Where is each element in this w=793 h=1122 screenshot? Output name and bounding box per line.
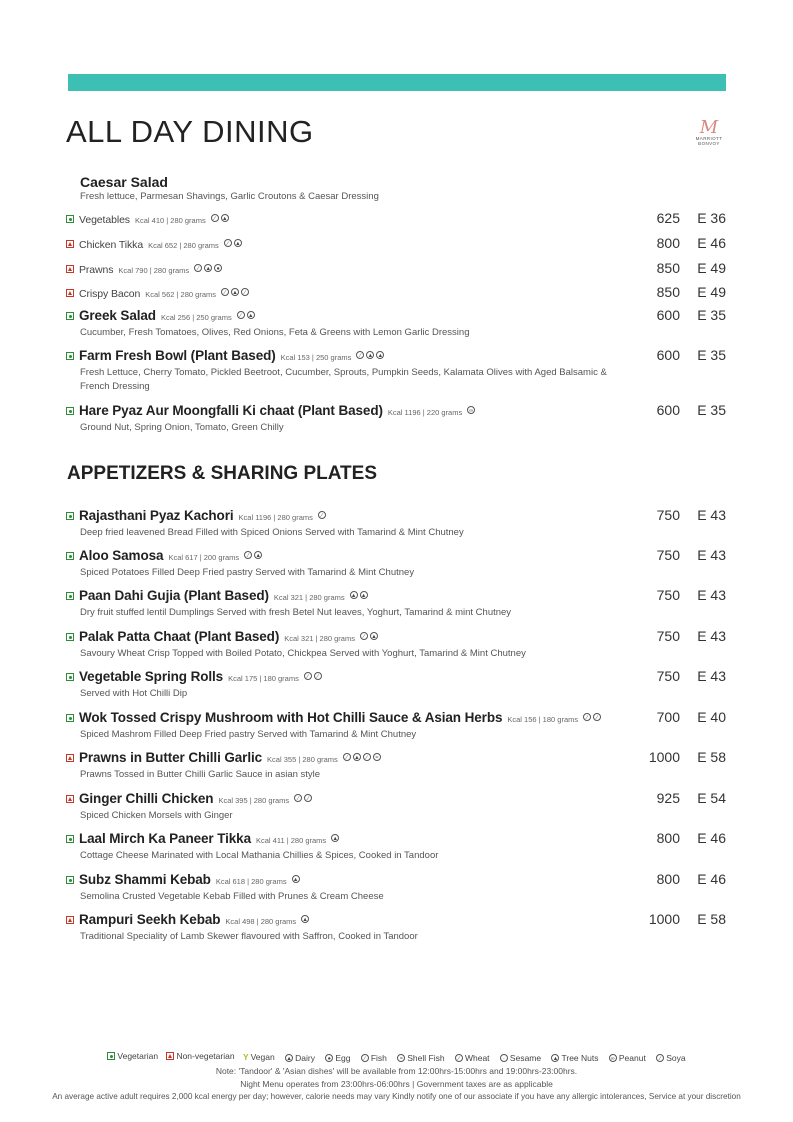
veg-icon [66,876,74,884]
price-euro: E 49 [697,284,726,300]
item-description: Ground Nut, Spring Onion, Tomato, Green Chilly [80,422,284,433]
price-euro: E 35 [697,307,726,323]
nonveg-icon [66,265,74,273]
price-euro: E 46 [697,871,726,887]
veg-icon [66,215,74,223]
price-local: 1000 [648,749,680,765]
wheat-icon: ∕ [455,1054,463,1062]
vegan-icon: Y [242,1052,249,1062]
allergen-icons [219,284,249,302]
allergen-icons [302,668,322,686]
veg-icon [66,633,74,641]
allergen-icons [329,830,339,848]
item-kcal: Kcal 153 | 250 grams [280,353,352,362]
item-prices [640,830,726,846]
dairy-icon: ▲ [292,876,299,883]
item-prices [640,235,726,251]
note-calorie-disclaimer: An average active adult requires 2,000 kcal energy per day; however, calorie needs may vary Kindly notify one of our associate if you have any allergic intolerances, Service at your discretion [52,1092,741,1101]
item-name: Aloo Samosa [79,548,164,563]
wheat-icon: ∕ [360,632,368,640]
price-local: 750 [656,587,680,603]
wheat-icon: ∕ [237,311,245,319]
item-description: Served with Hot Chilli Dip [80,688,188,699]
item-prices [640,260,726,276]
veg-icon [66,835,74,843]
allergen-icons [341,749,381,767]
price-local: 625 [656,210,680,226]
item-name: Laal Mirch Ka Paneer Tikka [79,831,251,846]
price-euro: E 49 [697,260,726,276]
dairy-icon: ▲ [332,835,338,842]
wheat-icon: ∕ [356,351,364,359]
allergen-icons [299,911,309,929]
dairy-icon: ▲ [232,289,238,296]
item-prices [640,210,726,226]
item-name: Farm Fresh Bowl (Plant Based) [79,348,276,363]
item-prices [640,347,726,363]
item-description: Fresh Lettuce, Cherry Tomato, Pickled Beetroot, Cucumber, Sprouts, Pumpkin Seeds, Kalamata Olives with Aged Balsamic & French Dressing [80,367,607,392]
price-local: 850 [656,260,680,276]
price-local: 1000 [648,911,680,927]
allergen-icons [581,709,601,727]
legend-egg: ● Egg [323,1053,350,1063]
price-local: 800 [656,830,680,846]
soya-icon: ∕ [593,713,601,721]
fish-icon: ∕ [361,1054,369,1062]
egg-icon: ● [325,1054,333,1062]
page-title: ALL DAY DINING [66,114,314,149]
menu-item [66,507,726,540]
wheat-icon: ∕ [343,753,351,761]
legend-vegan: Y Vegan [242,1052,275,1062]
dairy-icon: ▲ [354,754,360,761]
item-description: Prawns Tossed in Butter Chilli Garlic Sauce in asian style [80,769,321,780]
item-description: Savoury Wheat Crisp Topped with Boiled Potato, Chickpea Served with Yoghurt, Tamarind & Mint Chutney [80,648,526,659]
dairy-icon: ▲ [350,592,357,599]
nonveg-icon [66,754,74,762]
item-prices [640,284,726,300]
nonveg-icon [66,240,74,248]
allergen-icons [235,307,255,325]
item-name: Palak Patta Chaat (Plant Based) [79,629,280,644]
price-local: 700 [656,709,680,725]
peanut-icon: ∞ [467,406,475,414]
dairy-icon: ▲ [247,312,254,319]
item-prices [640,749,726,765]
legend-peanut: ∞ Peanut [607,1053,646,1063]
price-local: 600 [656,402,680,418]
legend-vegetarian: Vegetarian [107,1051,158,1061]
wheat-icon: ∕ [318,511,326,519]
item-kcal: Kcal 156 | 180 grams [507,715,579,724]
item-name: Ginger Chilli Chicken [79,791,214,806]
soya-icon: ∕ [363,753,371,761]
price-euro: E 58 [697,911,726,927]
item-name: Prawns in Butter Chilli Garlic [79,750,263,765]
menu-item [66,911,726,944]
price-euro: E 43 [697,507,726,523]
item-prices [640,871,726,887]
price-euro: E 43 [697,547,726,563]
wheat-icon: ∕ [304,672,312,680]
item-kcal: Kcal 175 | 180 grams [228,674,299,683]
nonveg-icon [166,1052,174,1060]
wheat-icon: ∕ [583,713,591,721]
legend-wheat: ∕ Wheat [453,1053,490,1063]
item-kcal: Kcal 256 | 250 grams [160,313,232,322]
veg-icon [66,714,74,722]
wheat-icon: ∕ [294,794,302,802]
dairy-icon: ▲ [286,1056,292,1062]
legend-nonveg: Non-vegetarian [166,1051,234,1061]
item-description: Semolina Crusted Vegetable Kebab Filled with Prunes & Cream Cheese [80,891,384,902]
allergen-icons [242,547,262,565]
price-euro: E 43 [697,668,726,684]
allergen-icons [222,235,242,253]
item-prices [640,709,726,725]
item-kcal: Kcal 1196 | 220 grams [387,408,463,417]
item-name: Vegetables [79,214,130,226]
price-local: 750 [656,507,680,523]
item-name: Crispy Bacon [79,288,141,300]
item-kcal: Kcal 410 | 280 grams [134,216,206,225]
section-title-appetizers: APPETIZERS & SHARING PLATES [67,463,378,484]
legend-dairy: ▲ Dairy [286,1053,315,1063]
menu-item [66,668,726,701]
item-prices [640,547,726,563]
allergen-icons [358,628,378,646]
allergen-icons [316,507,326,525]
item-description: Spiced Chicken Morsels with Ginger [80,810,233,821]
veg-icon [66,352,74,360]
item-description: Fresh lettuce, Parmesan Shavings, Garlic Croutons & Caesar Dressing [80,191,379,202]
allergen-icons [292,790,312,808]
price-euro: E 58 [697,749,726,765]
menu-item [66,587,726,620]
item-description: Cucumber, Fresh Tomatoes, Olives, Red Onions, Feta & Greens with Lemon Garlic Dressing [80,327,470,338]
brand-logo-mark: M [699,117,719,138]
dairy-icon: ▲ [221,215,228,222]
fish-icon: ∕ [241,288,249,296]
legend-sesame: · Sesame [498,1053,541,1063]
price-euro: E 35 [697,402,726,418]
price-euro: E 36 [697,210,726,226]
price-euro: E 35 [697,347,726,363]
item-description: Spiced Potatoes Filled Deep Fried pastry Served with Tamarind & Mint Chutney [80,567,415,578]
item-name: Wok Tossed Crispy Mushroom with Hot Chilli Sauce & Asian Herbs [79,710,503,725]
legend-treenuts: ▲ Tree Nuts [552,1053,599,1063]
item-prices [640,628,726,644]
item-description: Deep fried leavened Bread Filled with Spiced Onions Served with Tamarind & Mint Chutney [80,527,464,538]
dairy-icon: ▲ [205,265,211,272]
legend-shellfish: ≈ Shell Fish [395,1053,444,1063]
item-description: Spiced Mashrom Filled Deep Fried pastry Served with Tamarind & Mint Chutney [80,729,417,740]
wheat-icon: ∕ [244,551,252,559]
veg-icon [107,1052,115,1060]
menu-item [66,284,726,302]
item-name: Chicken Tikka [79,239,144,251]
header-accent-bar [68,74,726,91]
tree-nuts-icon: ▲ [552,1056,559,1062]
allergen-icons [348,587,368,605]
price-euro: E 43 [697,587,726,603]
item-name: Rampuri Seekh Kebab [79,912,221,927]
wheat-icon: ∕ [211,214,219,222]
item-prices [640,911,726,927]
peanut-icon: ∞ [609,1054,617,1062]
price-local: 600 [656,347,680,363]
shellfish-icon: ≈ [397,1054,405,1062]
item-prices [640,507,726,523]
allergen-icons [209,210,229,228]
price-local: 750 [656,547,680,563]
price-euro: E 40 [697,709,726,725]
note-night-menu: Night Menu operates from 23:00hrs-06:00hrs | Government taxes are as applicable [240,1079,553,1089]
item-description: Cottage Cheese Marinated with Local Mathania Chillies & Spices, Cooked in Tandoor [80,850,439,861]
veg-icon [66,592,74,600]
item-description: Traditional Speciality of Lamb Skewer flavoured with Saffron, Cooked in Tandoor [80,931,418,942]
item-name: Paan Dahi Gujia (Plant Based) [79,588,269,603]
menu-item [66,347,726,394]
price-local: 850 [656,284,680,300]
item-kcal: Kcal 1196 | 280 grams [238,513,313,522]
allergen-icons [465,402,475,420]
item-prices [640,402,726,418]
treenuts-icon: ▲ [377,352,384,359]
allergen-icons [354,347,384,365]
item-kcal: Kcal 498 | 280 grams [225,917,297,926]
item-prices [640,307,726,323]
veg-icon [66,673,74,681]
note-tandoor-hours: Note: 'Tandoor' & 'Asian dishes' will be available from 12:00hrs-15:00hrs and 19:00hrs-23:00hrs. [215,1066,578,1076]
treenuts-icon: ▲ [255,552,261,559]
item-kcal: Kcal 617 | 200 grams [168,553,240,562]
item-prices [640,790,726,806]
price-local: 750 [656,628,680,644]
price-local: 925 [656,790,680,806]
item-name: Greek Salad [79,308,156,323]
price-euro: E 46 [697,235,726,251]
dairy-icon: ▲ [302,916,308,923]
menu-item [66,260,726,278]
menu-item [66,402,726,435]
dairy-icon: ▲ [235,240,241,247]
item-kcal: Kcal 411 | 280 grams [255,836,327,845]
item-kcal: Kcal 618 | 280 grams [215,877,287,886]
item-kcal: Kcal 652 | 280 grams [148,241,219,250]
menu-item [66,830,726,863]
menu-item [66,547,726,580]
dairy-icon: ▲ [367,352,374,359]
veg-icon [66,512,74,520]
soya-icon: ∕ [314,672,322,680]
soya-icon: ∕ [304,794,312,802]
price-local: 750 [656,668,680,684]
price-euro: E 43 [697,628,726,644]
brand-logo-text: MARRIOTT BONVOY [695,136,723,146]
menu-item [66,235,726,253]
menu-item [66,871,726,904]
allergen-icons [192,260,222,278]
item-prices [640,668,726,684]
item-kcal: Kcal 355 | 280 grams [267,755,338,764]
veg-icon [66,312,74,320]
allergen-icons [290,871,300,889]
item-description: Dry fruit stuffed lentil Dumplings Served with fresh Betel Nut leaves, Yoghurt, Tamarind & mint Chutney [80,607,512,618]
legend-soya: ∕ Soya [654,1053,685,1063]
dietary-legend [0,1051,793,1063]
item-prices [640,587,726,603]
legend-fish: ∕ Fish [359,1053,387,1063]
brand-logo [690,117,728,148]
wheat-icon: ∕ [224,239,232,247]
wheat-icon: ∕ [194,264,202,272]
sesame-icon: · [500,1054,508,1062]
menu-item [66,307,726,340]
menu-item [66,709,726,742]
menu-item [66,210,726,228]
shellfish-icon: ≈ [373,753,381,761]
item-kcal: Kcal 321 | 280 grams [284,634,355,643]
item-name: Hare Pyaz Aur Moongfalli Ki chaat (Plant Based) [79,403,383,418]
nonveg-icon [66,795,74,803]
item-name: Prawns [79,264,114,276]
veg-icon [66,407,74,415]
price-euro: E 54 [697,790,726,806]
treenuts-icon: ▲ [371,633,377,640]
item-kcal: Kcal 790 | 280 grams [118,266,190,275]
item-name: Rajasthani Pyaz Kachori [79,508,234,523]
price-local: 800 [656,871,680,887]
item-kcal: Kcal 395 | 280 grams [218,796,290,805]
treenuts-icon: ▲ [360,592,367,599]
item-name: Caesar Salad [80,174,168,190]
menu-item [66,628,726,661]
egg-icon: ● [214,264,222,272]
item-name: Subz Shammi Kebab [79,872,211,887]
wheat-icon: ∕ [221,288,229,296]
menu-item [66,790,726,823]
menu-item-caesar-salad [66,174,726,202]
menu-item [66,749,726,782]
soya-icon: ∕ [656,1054,664,1062]
price-local: 800 [656,235,680,251]
nonveg-icon [66,289,74,297]
item-kcal: Kcal 321 | 280 grams [273,593,345,602]
price-local: 600 [656,307,680,323]
veg-icon [66,552,74,560]
item-name: Vegetable Spring Rolls [79,669,224,684]
price-euro: E 46 [697,830,726,846]
item-kcal: Kcal 562 | 280 grams [145,290,216,299]
nonveg-icon [66,916,74,924]
